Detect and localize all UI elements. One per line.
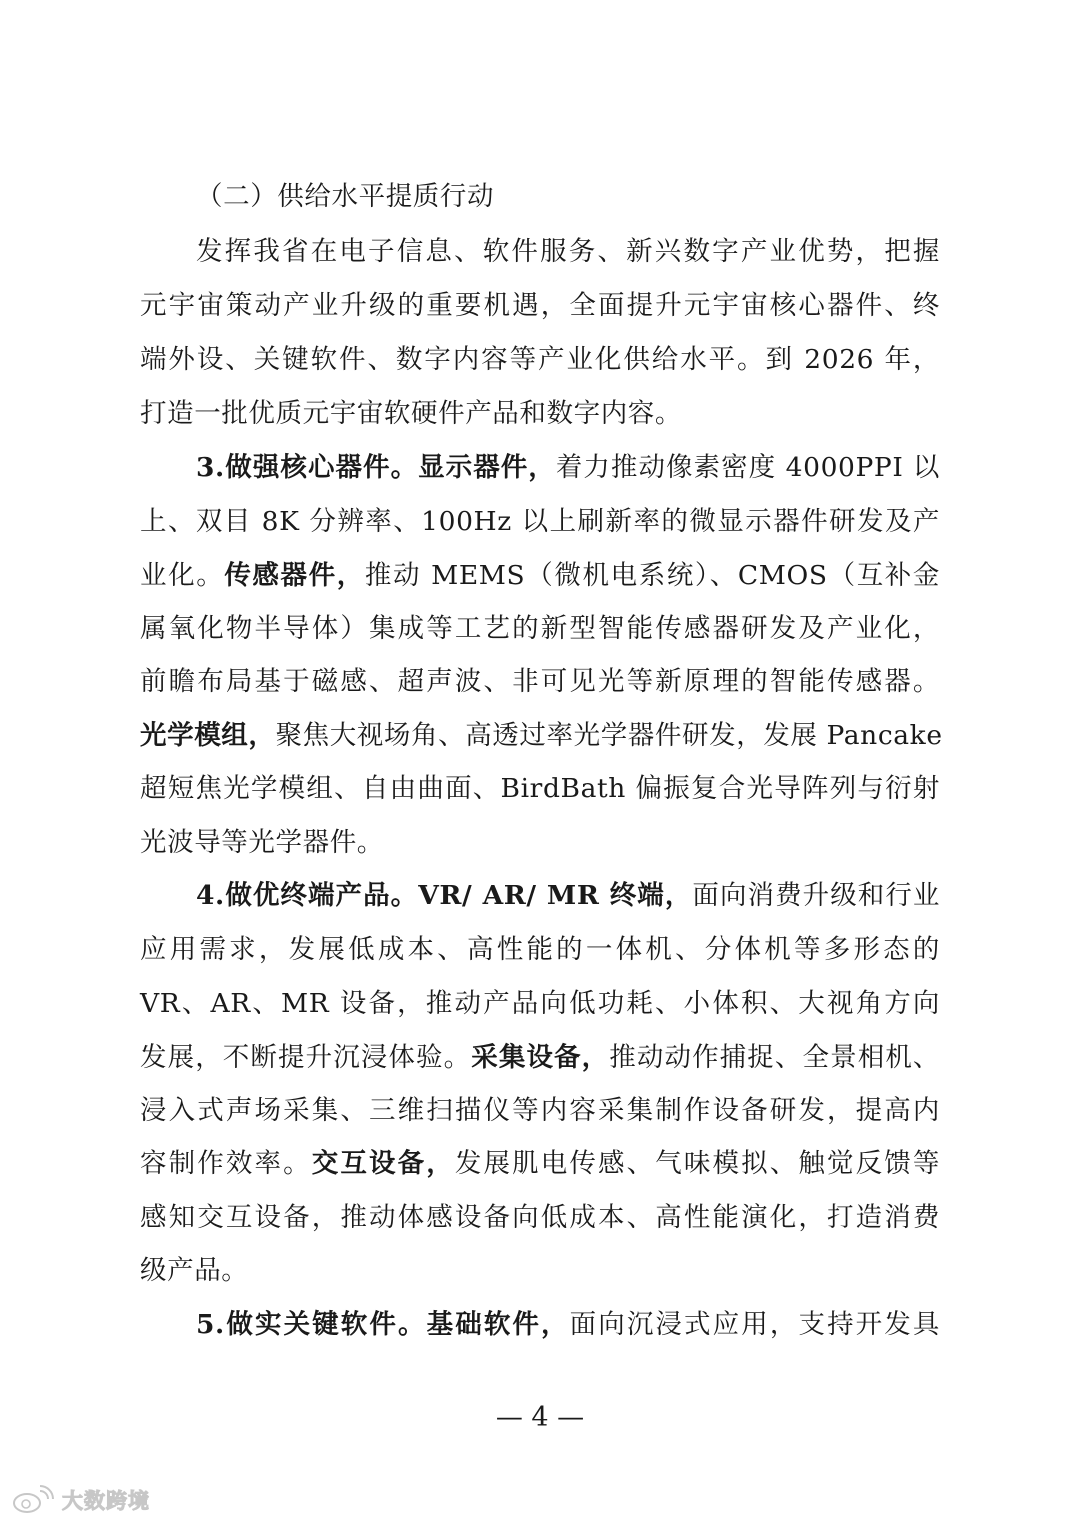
item3-line-8: 光波导等光学器件。 xyxy=(140,827,384,858)
item3-line-6-text: 聚焦大视场角、高透过率光学器件研发，发展 Pancake xyxy=(275,720,943,751)
item5-line-1-text: 面向沉浸式应用，支持开发具 xyxy=(569,1309,940,1340)
item3-line-7: 超短焦光学模组、自由曲面、BirdBath 偏振复合光导阵列与衍射 xyxy=(140,773,940,804)
item4-title: 4.做优终端产品。 xyxy=(196,880,419,911)
item3-line-3 xyxy=(140,556,940,596)
item4-line-3: VR、AR、MR 设备，推动产品向低功耗、小体积、大视角方向 xyxy=(140,988,940,1019)
item3-line-1 xyxy=(196,448,940,488)
item3-line-5: 前瞻布局基于磁感、超声波、非可见光等新原理的智能传感器。 xyxy=(140,666,940,697)
item3-line-4: 属氧化物半导体）集成等工艺的新型智能传感器研发及产业化， xyxy=(140,613,940,644)
item4-line-8: 级产品。 xyxy=(140,1255,249,1286)
item4-line-5: 浸入式声场采集、三维扫描仪等内容采集制作设备研发，提高内 xyxy=(140,1095,940,1126)
item4-line-4-pre: 发展，不断提升沉浸体验。 xyxy=(140,1042,472,1073)
sensor-devices-label: 传感器件， xyxy=(224,560,365,591)
intro-line-2: 元宇宙策动产业升级的重要机遇，全面提升元宇宙核心器件、终 xyxy=(140,290,940,321)
item4-line-6-pre: 容制作效率。 xyxy=(140,1148,312,1179)
capture-devices-label: 采集设备， xyxy=(471,1042,610,1073)
item4-line-7: 感知交互设备，推动体感设备向低成本、高性能演化，打造消费 xyxy=(140,1202,940,1233)
intro-line-1: 发挥我省在电子信息、软件服务、新兴数字产业优势，把握 xyxy=(196,236,940,267)
optical-modules-label: 光学模组， xyxy=(140,720,276,751)
item4-line-4-text: 推动动作捕捉、全景相机、 xyxy=(609,1042,941,1073)
section-heading: （二）供给水平提质行动 xyxy=(196,181,495,212)
item4-line-6-text: 发展肌电传感、气味模拟、触觉反馈等 xyxy=(454,1148,941,1179)
item4-line-1-text: 面向消费升级和行业 xyxy=(692,880,940,911)
item5-title: 5.做实关键软件。 xyxy=(196,1309,427,1340)
item3-line-3-text: 推动 MEMS（微机电系统）、CMOS（互补金 xyxy=(364,560,941,591)
item5-line-1 xyxy=(196,1305,940,1345)
intro-line-3: 端外设、关键软件、数字内容等产业化供给水平。到 2026 年， xyxy=(140,344,940,375)
item4-line-2: 应用需求，发展低成本、高性能的一体机、分体机等多形态的 xyxy=(140,934,940,965)
intro-line-4: 打造一批优质元宇宙软硬件产品和数字内容。 xyxy=(140,398,682,429)
base-software-label: 基础软件， xyxy=(426,1309,570,1340)
display-devices-label: 显示器件， xyxy=(418,452,556,483)
interaction-devices-label: 交互设备， xyxy=(311,1148,455,1179)
watermark xyxy=(12,1484,150,1516)
item3-line-1-text: 着力推动像素密度 4000PPI 以 xyxy=(555,452,940,483)
item4-line-1 xyxy=(196,876,940,916)
watermark-text: 大数跨境 xyxy=(62,1489,150,1513)
item3-line-3-pre: 业化。 xyxy=(140,560,225,591)
item4-line-6 xyxy=(140,1144,940,1184)
item3-line-6 xyxy=(140,716,943,756)
item4-line-4 xyxy=(140,1038,940,1078)
weibo-logo-icon xyxy=(12,1485,56,1515)
item3-title: 3.做强核心器件。 xyxy=(196,452,419,483)
terminal-label: VR/ AR/ MR 终端， xyxy=(418,880,693,911)
item3-line-2: 上、双目 8K 分辨率、100Hz 以上刷新率的微显示器件研发及产 xyxy=(140,506,940,537)
page-number: — 4 — xyxy=(495,1402,585,1433)
